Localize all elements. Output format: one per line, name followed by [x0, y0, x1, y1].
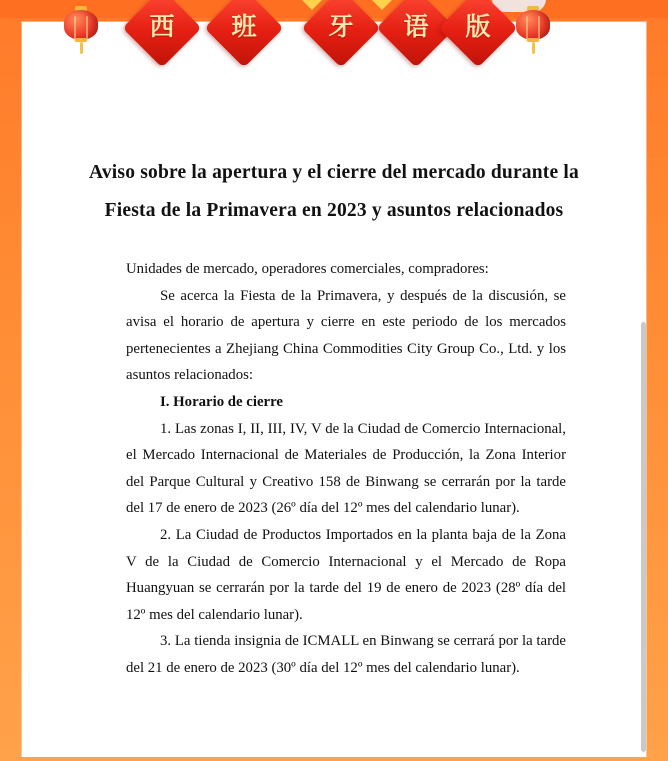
banner-diamond-char: 班 [231, 14, 257, 41]
banner-diamond-char: 西 [149, 14, 175, 41]
banner-diamond-char: 版 [465, 14, 491, 41]
viewer-top-strip [0, 0, 668, 18]
banner-diamond-char: 语 [403, 14, 429, 41]
paragraph-item-2: 2. La Ciudad de Productos Importados en la planta baja de la Zona V de la Ciudad de Comercio Internacional y el Mercado de Ropa Huangyuan se cerrarán por la tarde del 19 de enero de 2023 (28º día del 12º mes del calendario lunar). [126, 526, 566, 623]
paragraph-salutation: Unidades de mercado, operadores comerciales, compradores: [126, 261, 489, 277]
paragraph-item-1: 1. Las zonas I, II, III, IV, V de la Ciudad de Comercio Internacional, el Mercado Internacional de Materiales de Producción, la Zona Interior del Parque Cultural y Creativo 158 de Binwang se cerrarán por la tarde del 17 de enero de 2023 (26º día del 12º mes del calendario lunar). [126, 420, 566, 517]
vertical-scrollbar[interactable] [641, 22, 646, 757]
document-sheet-inner [22, 22, 646, 757]
scrollbar-thumb[interactable] [641, 322, 646, 752]
section-heading-closing-schedule: I. Horario de cierre [160, 393, 283, 410]
paragraph-item-3: 3. La tienda insignia de ICMALL en Binwang se cerrará por la tarde del 21 de enero de 2023 (30º día del 12º mes del calendario lunar). [126, 633, 566, 676]
banner-diamond-char: 牙 [328, 14, 354, 41]
toolbar-pill[interactable] [492, 0, 546, 12]
viewer-bottom-edge [0, 757, 668, 761]
document-body [22, 22, 646, 682]
document-text [22, 256, 646, 682]
document-sheet [22, 22, 646, 757]
paragraph-intro: Se acerca la Fiesta de la Primavera, y después de la discusión, se avisa el horario de apertura y cierre en este periodo de los mercados pertenecientes a Zhejiang China Commodities City Group Co., Ltd. y los asuntos relacionados: [126, 287, 566, 384]
page-title: Aviso sobre la apertura y el cierre del mercado durante la Fiesta de la Primavera en 2023 y asuntos relacionados [89, 162, 579, 221]
